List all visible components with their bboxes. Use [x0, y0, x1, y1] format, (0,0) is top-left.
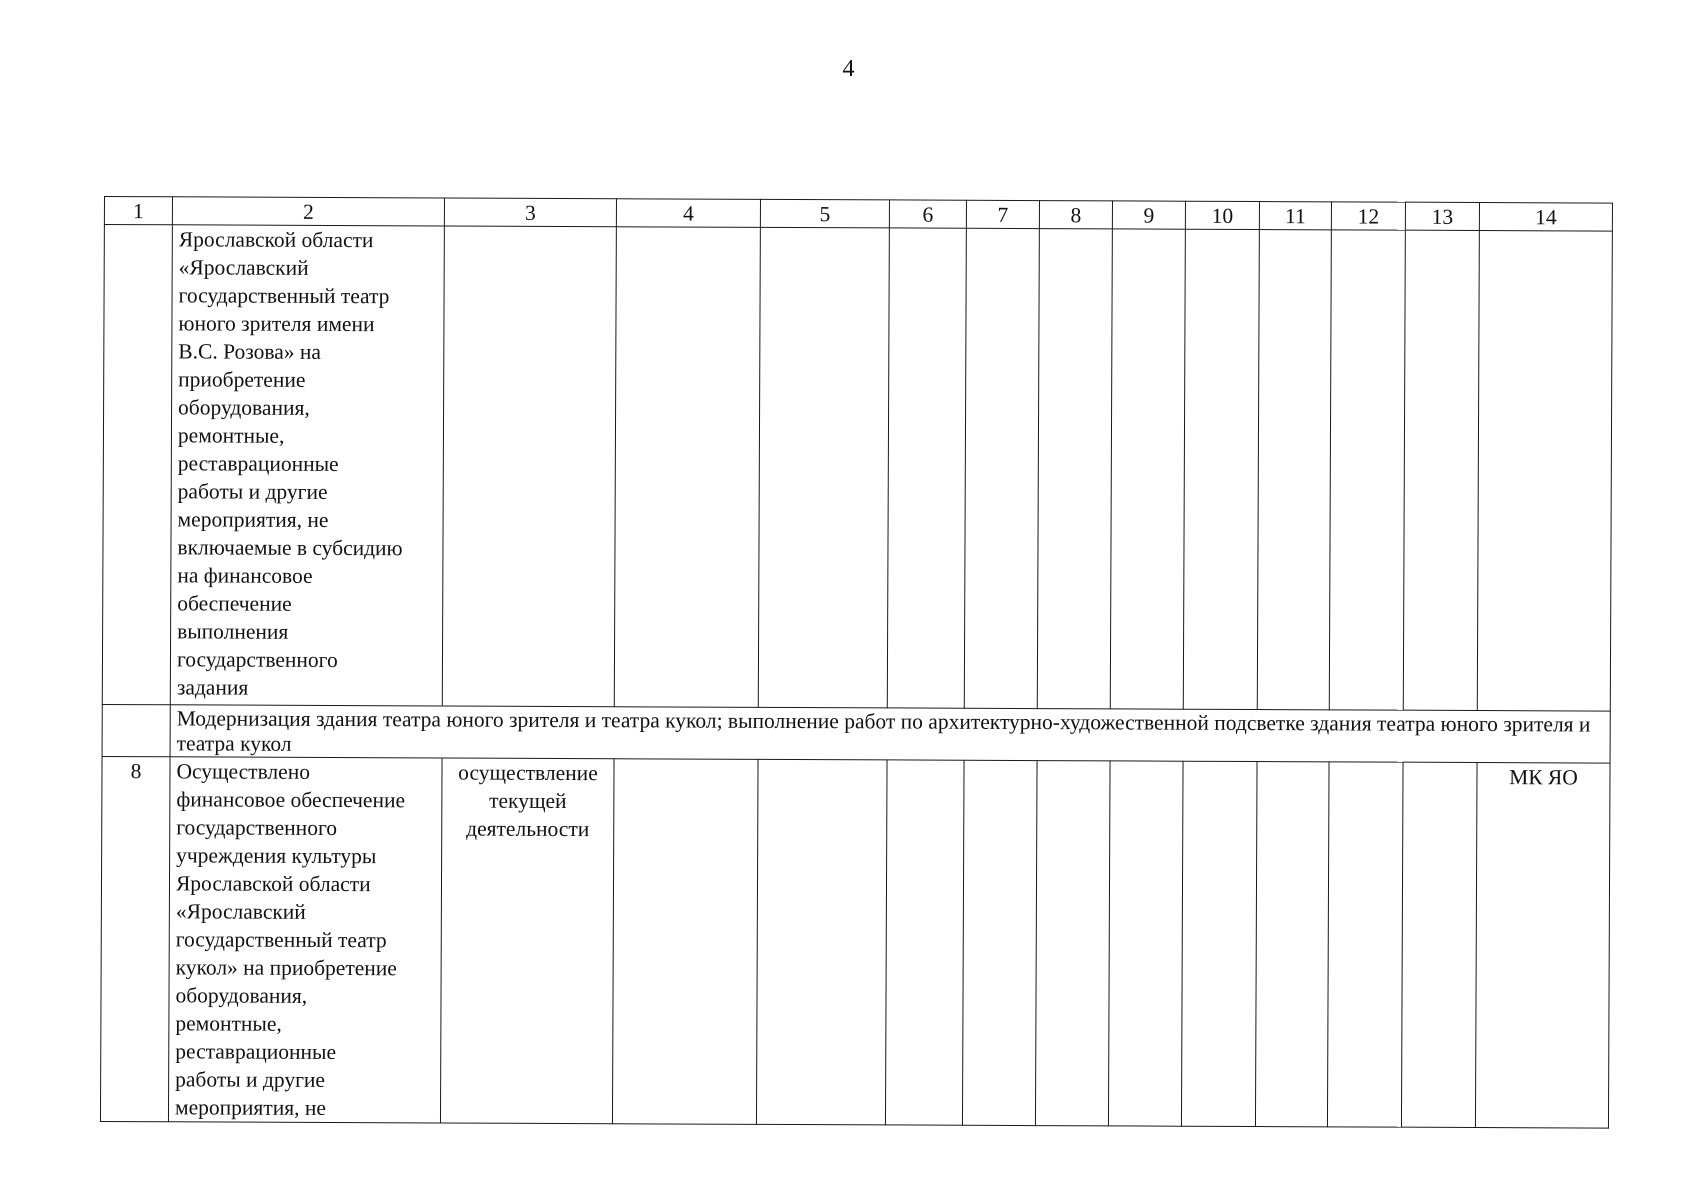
empty-cell	[962, 760, 1037, 1125]
empty-cell	[1329, 230, 1405, 710]
empty-cell	[1403, 230, 1479, 710]
column-header: 11	[1259, 202, 1331, 230]
text-line: оборудования,	[178, 395, 310, 420]
text-line: оборудования,	[175, 983, 308, 1008]
text-line: ремонтные,	[177, 423, 285, 448]
empty-cell	[964, 228, 1039, 708]
empty-cell	[1110, 229, 1185, 709]
column-header: 2	[172, 197, 444, 226]
empty-cell	[1255, 762, 1329, 1127]
text-line: включаемые в субсидию	[177, 535, 403, 561]
column-header: 3	[444, 198, 616, 227]
text-line: реставрационные	[177, 451, 339, 477]
text-line: государственный театр	[175, 927, 387, 953]
empty-cell	[442, 226, 616, 707]
column-header: 14	[1479, 203, 1612, 232]
text-line: государственного	[176, 647, 338, 673]
text-line: обеспечение	[177, 591, 292, 616]
row-number-cell	[102, 225, 172, 705]
page-number: 4	[842, 56, 855, 82]
column-header: 12	[1331, 202, 1405, 230]
text-line: выполнения	[177, 619, 289, 644]
text-line: Ярославской области	[178, 227, 374, 253]
activity-name-cell	[168, 757, 442, 1123]
text-line: мероприятия, не	[177, 507, 329, 532]
column-header: 7	[966, 200, 1039, 228]
text-line: кукол» на приобретение	[175, 955, 397, 981]
empty-cell	[1401, 762, 1477, 1127]
text-line: деятельности	[466, 816, 590, 842]
text-line: Осуществлено	[176, 759, 311, 784]
table-container	[100, 196, 1612, 1129]
text-line: ремонтные,	[175, 1011, 282, 1036]
empty-cell	[1327, 762, 1403, 1127]
empty-cell	[102, 704, 170, 756]
text-line: учреждения культуры	[176, 843, 377, 869]
empty-cell	[758, 227, 889, 708]
empty-cell	[1037, 229, 1112, 709]
text-line: осуществление	[458, 760, 598, 786]
text-line: государственный театр	[178, 283, 390, 309]
text-line: текущей	[489, 788, 567, 814]
text-line: приобретение	[178, 367, 306, 392]
empty-cell	[1477, 231, 1612, 712]
text-line: В.С. Розова» на	[178, 339, 322, 364]
text-line: на финансовое	[177, 563, 313, 588]
text-line: юного зрителя имени	[178, 311, 375, 337]
text-line: задания	[176, 675, 249, 700]
text-line: финансовое обеспечение	[176, 787, 406, 813]
empty-cell	[612, 759, 758, 1125]
text-line: реставрационные	[175, 1039, 337, 1065]
executor-cell: МК ЯО	[1475, 762, 1610, 1128]
table-row-8	[100, 756, 1610, 1128]
empty-cell	[756, 759, 887, 1125]
text-line: Ярославской области	[175, 871, 371, 897]
activity-name-cell	[170, 225, 444, 706]
activity-type-cell	[440, 758, 614, 1124]
empty-cell	[1108, 761, 1183, 1126]
row-number-cell: 8	[100, 756, 170, 1121]
column-header: 13	[1405, 202, 1479, 230]
empty-cell	[885, 760, 964, 1125]
column-header: 10	[1185, 201, 1259, 229]
empty-cell	[614, 227, 760, 708]
table-row-continuation	[102, 225, 1612, 712]
text-line: «Ярославский	[178, 255, 309, 280]
column-header: 4	[616, 199, 760, 228]
text-line: государственного	[176, 815, 338, 841]
text-line: «Ярославский	[175, 899, 306, 924]
text-line: работы и другие	[177, 479, 328, 504]
column-header: 6	[889, 200, 966, 228]
text-line: мероприятия, не	[174, 1095, 326, 1120]
text-line: работы и другие	[175, 1067, 326, 1092]
table-row-note	[102, 704, 1610, 763]
column-header: 8	[1039, 201, 1112, 229]
empty-cell	[1181, 761, 1257, 1126]
empty-cell	[1183, 229, 1259, 709]
column-header: 5	[760, 199, 889, 228]
result-note-cell: Модернизация здания театра юного зрителя и театра кукол; выполнение работ по архитектурно-художественной подсветке здания театра юного зрителя и театра кукол	[170, 705, 1610, 763]
empty-cell	[1035, 761, 1110, 1126]
column-header: 9	[1112, 201, 1185, 229]
empty-cell	[1257, 230, 1331, 710]
empty-cell	[887, 228, 966, 708]
plan-table	[100, 196, 1613, 1129]
column-header: 1	[104, 197, 172, 225]
